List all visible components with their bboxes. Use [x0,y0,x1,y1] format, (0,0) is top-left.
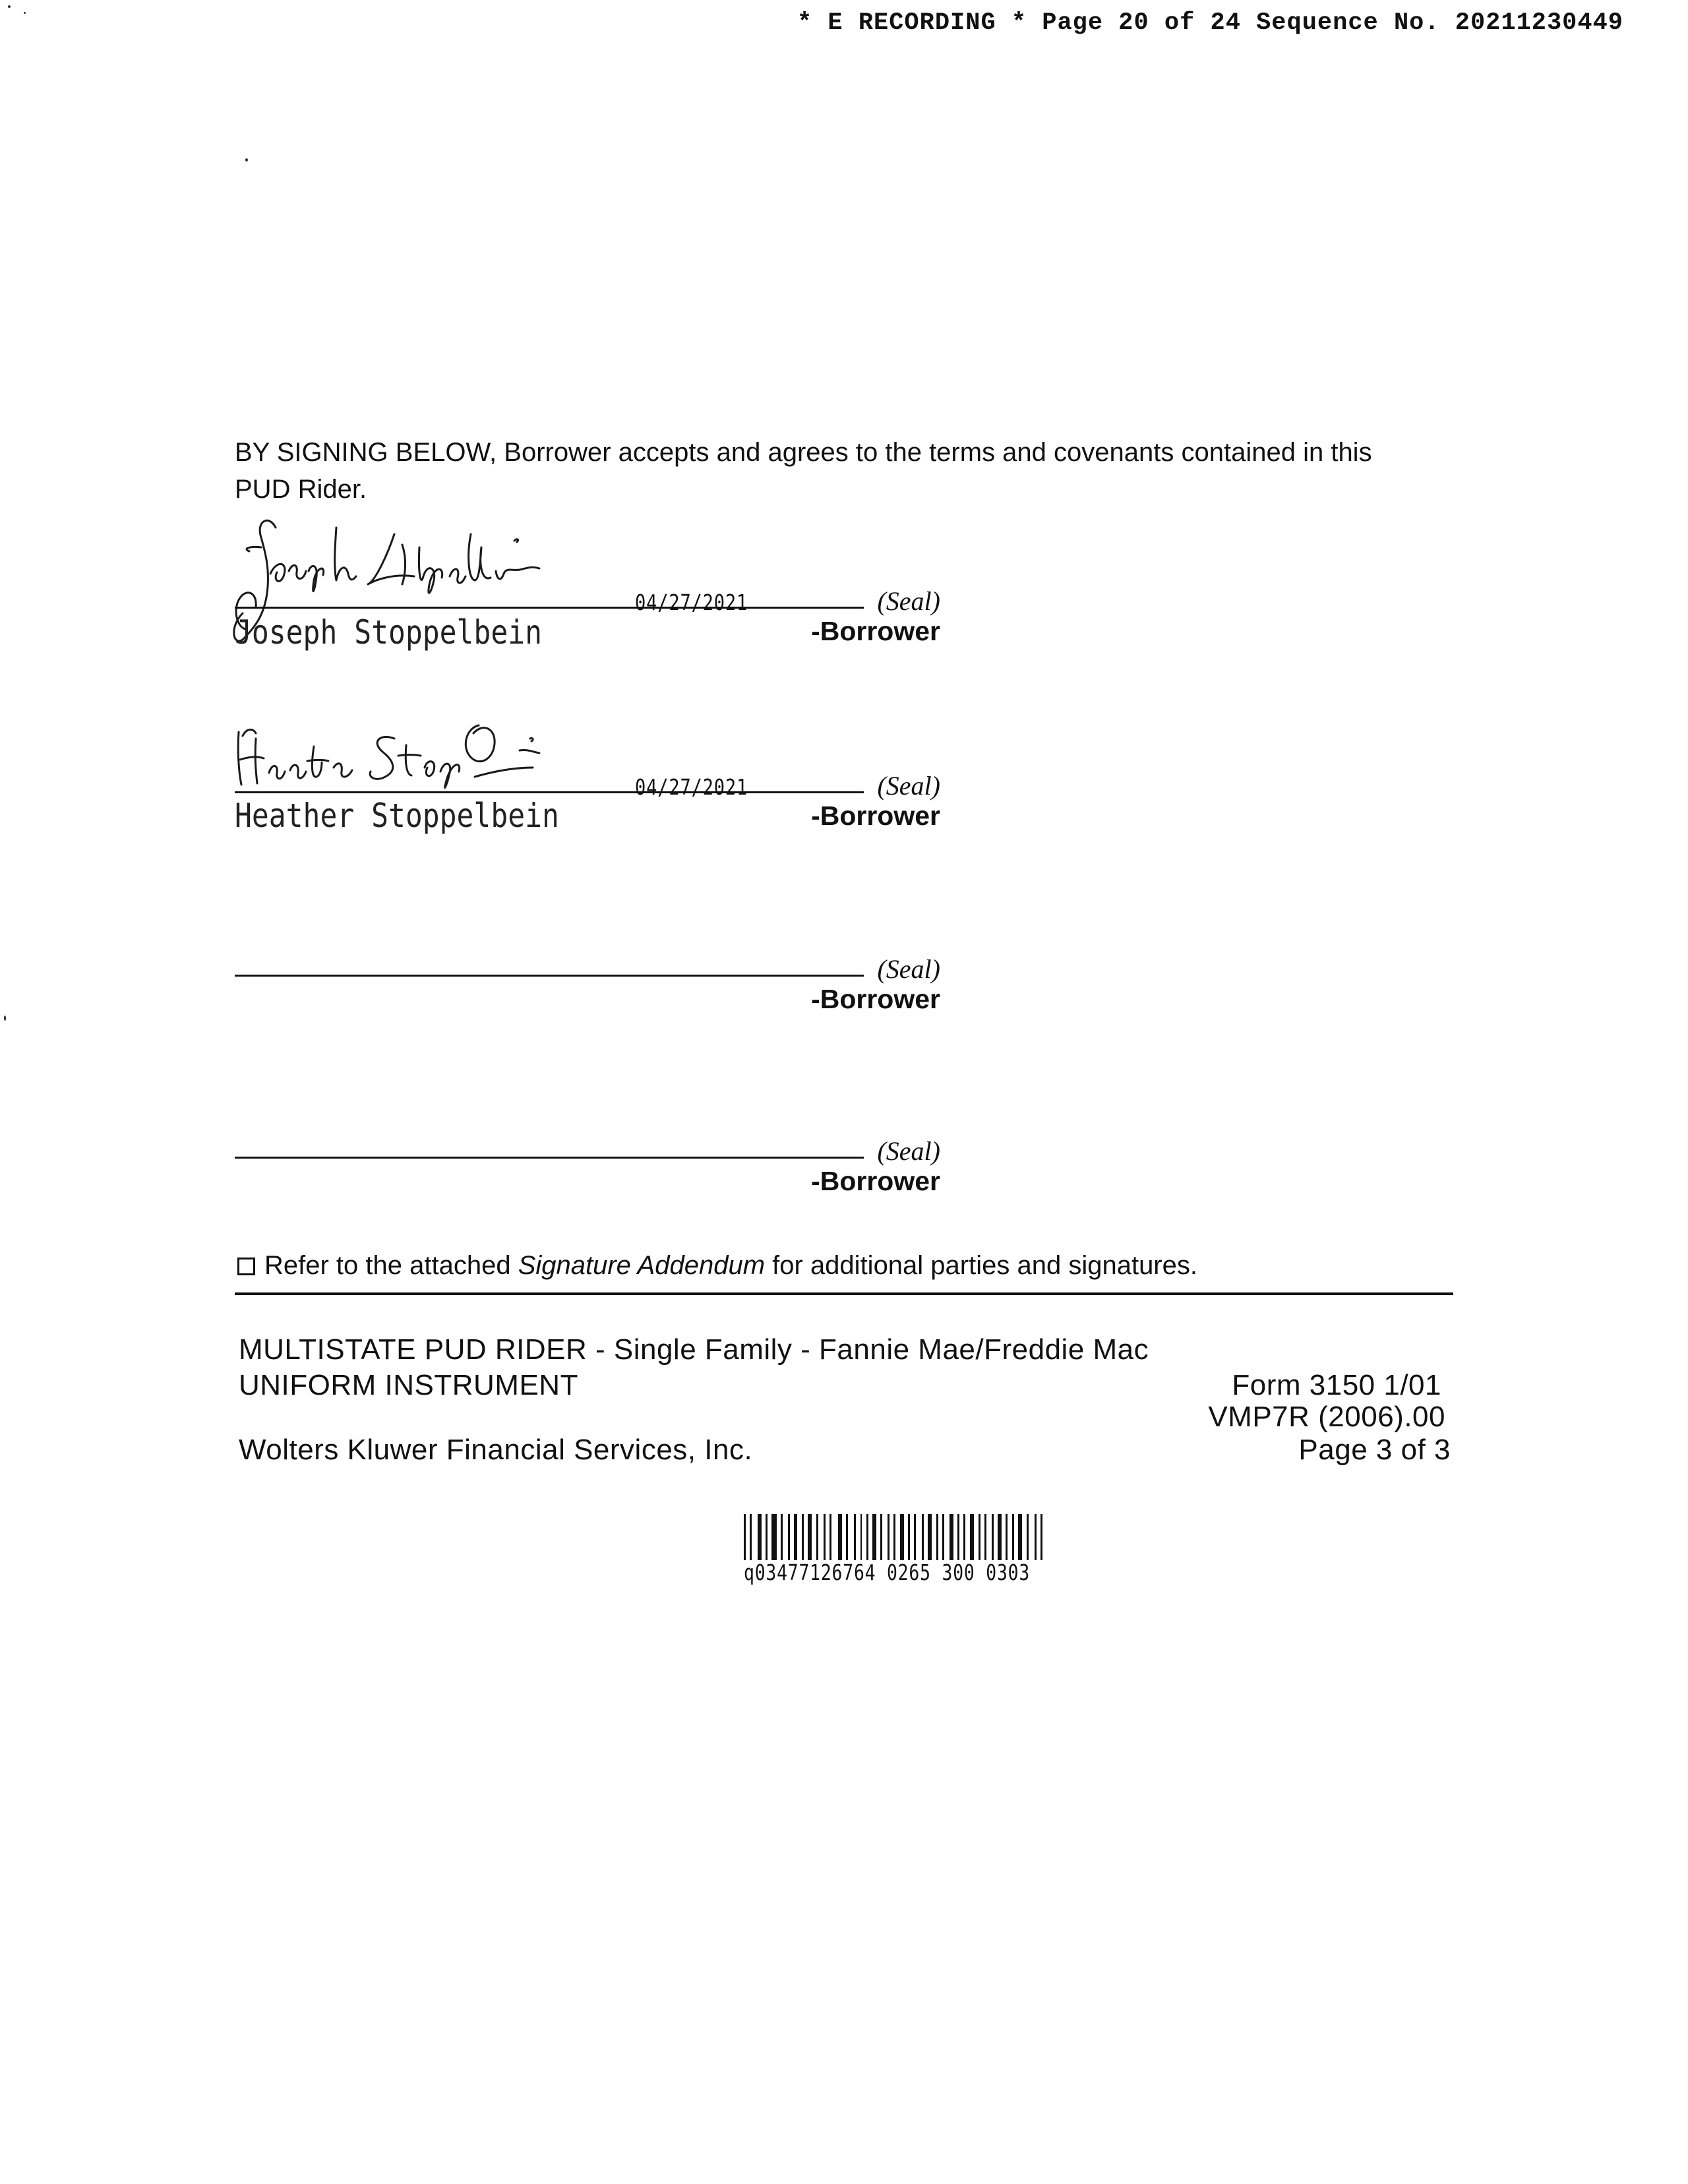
barcode [744,1514,1221,1560]
signing-statement: BY SIGNING BELOW, Borrower accepts and agrees to the terms and covenants contained in this PUD Rider. [235,438,1372,504]
role-label: -Borrower [811,984,940,1014]
barcode-bar [957,1514,959,1560]
printed-name: Joseph Stoppelbein [235,613,542,652]
form-title-line-2: UNIFORM INSTRUMENT [239,1369,578,1401]
role-label: -Borrower [811,801,940,831]
barcode-bar [860,1514,862,1560]
barcode-bar [838,1514,842,1560]
signature-line [235,791,864,793]
barcode-bar [766,1514,768,1560]
barcode-bar [854,1514,856,1560]
barcode-bar [970,1514,974,1560]
addendum-suffix: for additional parties and signatures. [765,1251,1197,1280]
barcode-bar [1035,1514,1037,1560]
seal-label: (Seal) [877,586,940,616]
barcode-bar [794,1514,797,1560]
seal-label: (Seal) [877,771,940,801]
signature-block-4 [235,1084,940,1196]
signature-block-2 [235,719,940,835]
barcode-bar [963,1514,965,1560]
footer-divider [235,1292,1453,1295]
barcode-bar [984,1514,986,1560]
barcode-bar [936,1514,938,1560]
barcode-bar [744,1514,746,1560]
barcode-bar [1018,1514,1022,1560]
barcode-bar [888,1514,889,1560]
barcode-bar [914,1514,916,1560]
barcode-bar [788,1514,790,1560]
signature-date: 04/27/2021 [635,590,748,615]
publisher: Wolters Kluwer Financial Services, Inc. [239,1434,753,1466]
barcode-bar [802,1514,804,1560]
barcode-bar [872,1514,876,1560]
barcode-bar [880,1514,882,1560]
barcode-bar [846,1514,848,1560]
addendum-prefix: Refer to the attached [264,1251,518,1280]
barcode-bar [750,1514,752,1560]
role-label: -Borrower [811,1166,940,1196]
signature-date: 04/27/2021 [635,774,748,800]
form-number: Form 3150 1/01 [1232,1369,1441,1401]
barcode-bar [781,1514,783,1560]
barcode-bar [928,1514,932,1560]
addendum-checkbox[interactable] [237,1258,255,1275]
signature-block-3 [235,902,940,1014]
signature-line [235,975,864,977]
barcode-bar [758,1514,762,1560]
form-title-line-1: MULTISTATE PUD RIDER - Single Family - Fannie Mae/Freddie Mac [239,1333,1149,1366]
barcode-bar [1027,1514,1029,1560]
printed-name: Heather Stoppelbein [235,797,559,835]
signature-line [235,1157,864,1159]
barcode-bar [816,1514,818,1560]
barcode-bar [979,1514,980,1560]
signature-block-1 [235,534,940,652]
barcode-number: q03477126764 0265 300 0303 [744,1560,1031,1585]
barcode-bar [1006,1514,1008,1560]
barcode-bar [829,1514,831,1560]
seal-label: (Seal) [877,1136,940,1166]
scan-speck [8,5,11,8]
barcode-bar [998,1514,1002,1560]
signature-addendum-note [237,1251,1197,1281]
barcode-bar [900,1514,904,1560]
barcode-bar [893,1514,895,1560]
barcode-bar [1012,1514,1014,1560]
scan-speck [4,1016,6,1021]
role-label: -Borrower [811,616,940,646]
scan-speck [245,158,248,162]
barcode-bar [866,1514,868,1560]
scan-speck [24,12,26,14]
barcode-bar [808,1514,812,1560]
addendum-emphasis: Signature Addendum [518,1251,766,1280]
seal-label: (Seal) [877,954,940,984]
page-indicator: Page 3 of 3 [1298,1434,1451,1466]
recording-header: * E RECORDING * Page 20 of 24 Sequence No. 20211230449 [797,9,1623,37]
barcode-bar [1040,1514,1042,1560]
vmp-code: VMP7R (2006).00 [1208,1401,1445,1433]
barcode-bar [908,1514,910,1560]
barcode-bar [950,1514,953,1560]
barcode-bar [824,1514,826,1560]
barcode-bar [992,1514,994,1560]
signature-heather [229,699,612,804]
signature-line [235,607,864,609]
barcode-bar [942,1514,944,1560]
barcode-bar [771,1514,777,1560]
barcode-bar [922,1514,924,1560]
